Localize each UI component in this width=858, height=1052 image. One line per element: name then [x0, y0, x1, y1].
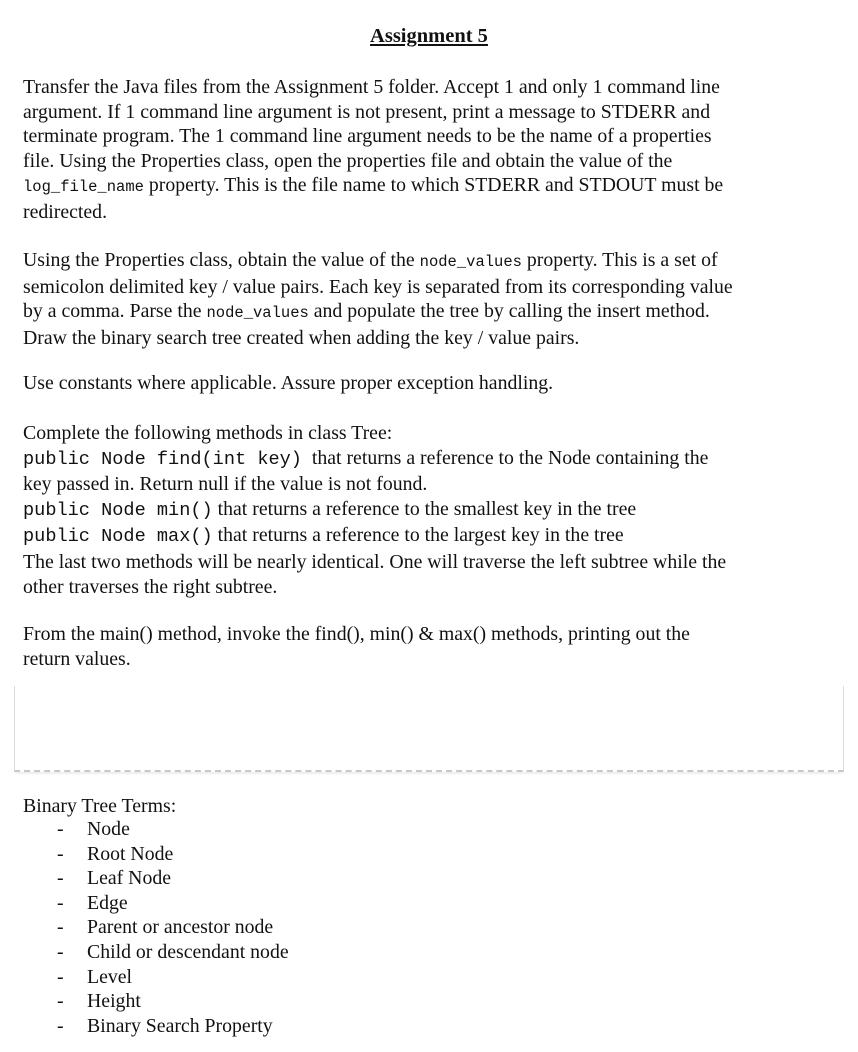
code-node-values: node_values [419, 253, 522, 271]
text-fragment: by a comma. Parse the [23, 300, 207, 323]
text-line: argument. If 1 command line argument is not present, print a message to STDERR and [23, 100, 711, 123]
code-node-values: node_values [206, 304, 309, 323]
bullet-dash: - [57, 941, 64, 963]
terms-list [23, 818, 523, 1048]
term-label: Leaf Node [87, 867, 172, 890]
text-fragment: property. This is a set of [521, 249, 718, 271]
bullet-dash: - [57, 818, 64, 840]
text-line [23, 299, 813, 326]
text-fragment: that returns a reference to the largest key in the tree [212, 524, 624, 547]
code-find-signature: public Node find(int key) [23, 448, 302, 470]
text-line: Transfer the Java files from the Assignment 5 folder. Accept 1 and only 1 command line [23, 76, 720, 98]
term-label: Level [87, 965, 133, 988]
bullet-dash: - [57, 842, 64, 865]
page-title: Assignment 5 [370, 25, 488, 47]
code-max-signature: public Node max() [23, 526, 213, 548]
text-fragment: property. This is the file name to which STDERR and STDOUT must be [143, 174, 724, 197]
paragraph-methods [23, 421, 813, 599]
text-line: Draw the binary search tree created when adding the key / value pairs. [23, 326, 580, 349]
term-label: Node [87, 818, 130, 840]
text-line: other traverses the right subtree. [23, 575, 278, 598]
bullet-dash: - [57, 916, 64, 939]
text-line [23, 446, 813, 473]
term-label: Edge [87, 891, 128, 914]
text-line: Use constants where applicable. Assure proper exception handling. [23, 372, 554, 394]
text-line: terminate program. The 1 command line argument needs to be the name of a properties [23, 125, 712, 148]
text-line: From the main() method, invoke the find(), min() & max() methods, printing out the [23, 623, 690, 645]
text-line: key passed in. Return null if the value is not found. [23, 473, 428, 496]
bullet-dash: - [57, 867, 64, 890]
text-line [23, 173, 813, 200]
text-line: semicolon delimited key / value pairs. Each key is separated from its corresponding value [23, 275, 733, 298]
text-fragment: that returns a reference to the smallest key in the tree [212, 497, 637, 520]
bullet-dash: - [57, 990, 64, 1013]
text-line: return values. [23, 647, 131, 670]
terms-heading [23, 794, 813, 819]
text-line: redirected. [23, 200, 108, 223]
code-min-signature: public Node min() [23, 499, 213, 521]
paragraph-node-values [23, 248, 813, 350]
text-line [23, 523, 813, 550]
term-label: Root Node [87, 842, 174, 865]
drawing-area-box [14, 686, 844, 772]
text-fragment: that returns a reference to the Node containing the [301, 446, 709, 469]
text-fragment: Using the Properties class, obtain the value of the [23, 249, 420, 271]
text-line: file. Using the Properties class, open the properties file and obtain the value of the [23, 149, 673, 172]
text-line [23, 248, 813, 275]
code-log-file-name: log_file_name [23, 178, 144, 197]
text-fragment: and populate the tree by calling the insert method. [308, 300, 710, 323]
paragraph-instructions-files [23, 75, 813, 225]
term-label: Height [87, 990, 141, 1013]
term-label: Child or descendant node [87, 941, 289, 963]
bullet-dash: - [57, 965, 64, 988]
text-line: Binary Tree Terms: [23, 795, 177, 817]
paragraph-constants [23, 371, 813, 396]
text-line [23, 497, 813, 524]
bullet-dash: - [57, 1014, 64, 1037]
bullet-dash: - [57, 891, 64, 914]
text-line: The last two methods will be nearly identical. One will traverse the left subtree while the [23, 550, 727, 573]
term-label: Parent or ancestor node [87, 916, 274, 939]
term-label: Binary Search Property [87, 1014, 273, 1037]
text-line: Complete the following methods in class Tree: [23, 422, 393, 444]
paragraph-main-method [23, 622, 813, 671]
